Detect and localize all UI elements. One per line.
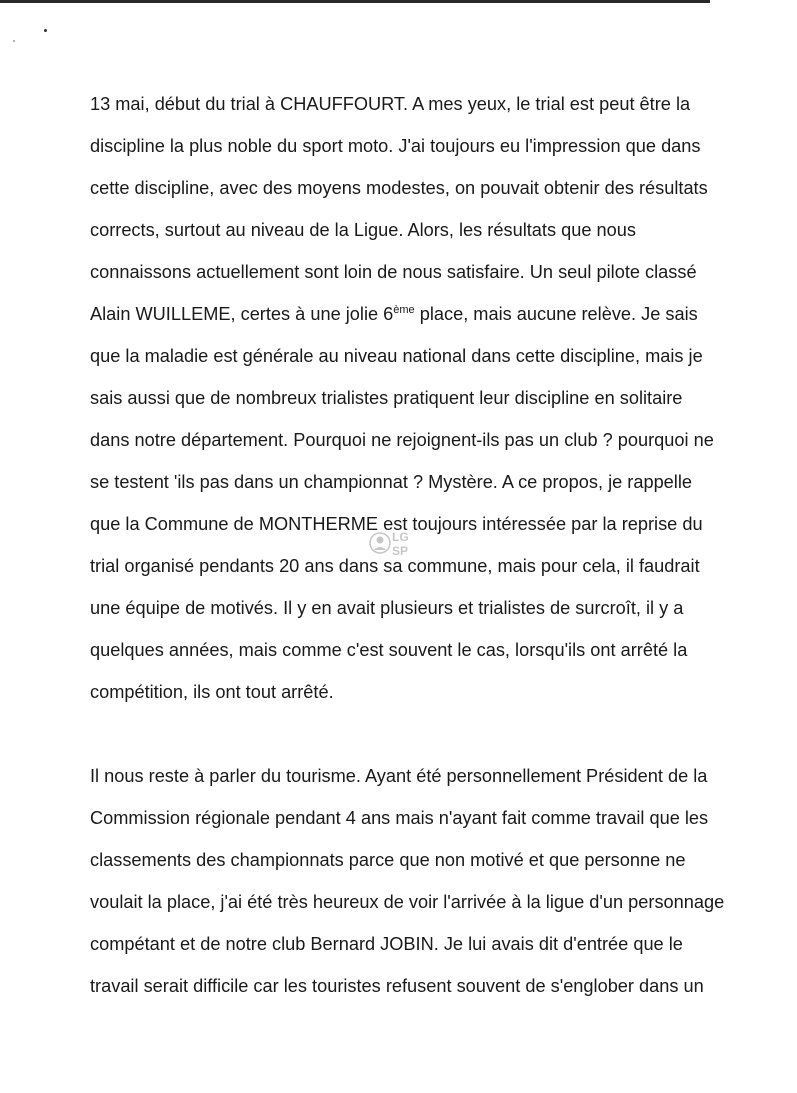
paragraph <box>90 755 770 1007</box>
line-text: compétition, ils ont tout arrêté. <box>90 682 334 702</box>
line-text: sais aussi que de nombreux trialistes pratiquent leur discipline en solitaire <box>90 388 683 408</box>
line-text: Il nous reste à parler du tourisme. Ayant été personnellement Président de la <box>90 766 708 786</box>
line-text: Commission régionale pendant 4 ans mais n'ayant fait comme travail que les <box>90 808 709 828</box>
text-line <box>90 377 770 419</box>
text-line <box>90 503 770 545</box>
line-text: dans notre département. Pourquoi ne rejoignent-ils pas un club ? pourquoi ne <box>90 430 714 450</box>
text-line <box>90 797 770 839</box>
text-line <box>90 335 770 377</box>
line-text: voulait la place, j'ai été très heureux de voir l'arrivée à la ligue d'un personnage <box>90 892 725 912</box>
line-text: classements des championnats parce que non motivé et que personne ne <box>90 850 686 870</box>
text-line <box>90 83 770 125</box>
line-text: Alain WUILLEME, certes à une jolie 6 <box>90 304 394 324</box>
line-text: une équipe de motivés. Il y en avait plusieurs et trialistes de surcroît, il y a <box>90 598 684 618</box>
text-line <box>90 125 770 167</box>
line-text-continued: place, mais aucune relève. Je sais <box>414 304 698 324</box>
text-line <box>90 755 770 797</box>
text-line <box>90 167 770 209</box>
document-body <box>90 83 770 1007</box>
line-text: cette discipline, avec des moyens modestes, on pouvait obtenir des résultats <box>90 178 708 198</box>
line-text: compétant et de notre club Bernard JOBIN. Je lui avais dit d'entrée que le <box>90 934 683 954</box>
scan-speck <box>13 40 15 42</box>
watermark-stamp <box>368 526 426 560</box>
line-text: corrects, surtout au niveau de la Ligue. Alors, les résultats que nous <box>90 220 636 240</box>
text-line <box>90 587 770 629</box>
text-line <box>90 965 770 1007</box>
line-text: quelques années, mais comme c'est souvent le cas, lorsqu'ils ont arrêté la <box>90 640 688 660</box>
text-line <box>90 419 770 461</box>
text-line <box>90 839 770 881</box>
svg-text:SP: SP <box>392 544 409 558</box>
ordinal-superscript: ème <box>393 304 415 316</box>
line-text: 13 mai, début du trial à CHAUFFOURT. A mes yeux, le trial est peut être la <box>90 94 691 114</box>
text-line <box>90 881 770 923</box>
text-line <box>90 251 770 293</box>
text-line <box>90 461 770 503</box>
text-line <box>90 209 770 251</box>
scan-top-edge <box>0 0 710 3</box>
text-line <box>90 545 770 587</box>
line-text: discipline la plus noble du sport moto. J'ai toujours eu l'impression que dans <box>90 136 701 156</box>
line-text: travail serait difficile car les touristes refusent souvent de s'englober dans un <box>90 976 704 996</box>
paragraph-gap <box>90 713 770 755</box>
paragraph <box>90 83 770 713</box>
line-text: se testent 'ils pas dans un championnat ? Mystère. A ce propos, je rappelle <box>90 472 692 492</box>
text-line <box>90 293 770 335</box>
text-line <box>90 629 770 671</box>
line-text: trial organisé pendants 20 ans dans sa commune, mais pour cela, il faudrait <box>90 556 700 576</box>
line-text: que la maladie est générale au niveau national dans cette discipline, mais je <box>90 346 703 366</box>
text-line <box>90 671 770 713</box>
line-text: que la Commune de MONTHERME est toujours intéressée par la reprise du <box>90 514 703 534</box>
line-text: connaissons actuellement sont loin de nous satisfaire. Un seul pilote classé <box>90 262 697 282</box>
scan-speck <box>44 29 47 32</box>
svg-text:LG: LG <box>392 530 409 544</box>
text-line <box>90 923 770 965</box>
